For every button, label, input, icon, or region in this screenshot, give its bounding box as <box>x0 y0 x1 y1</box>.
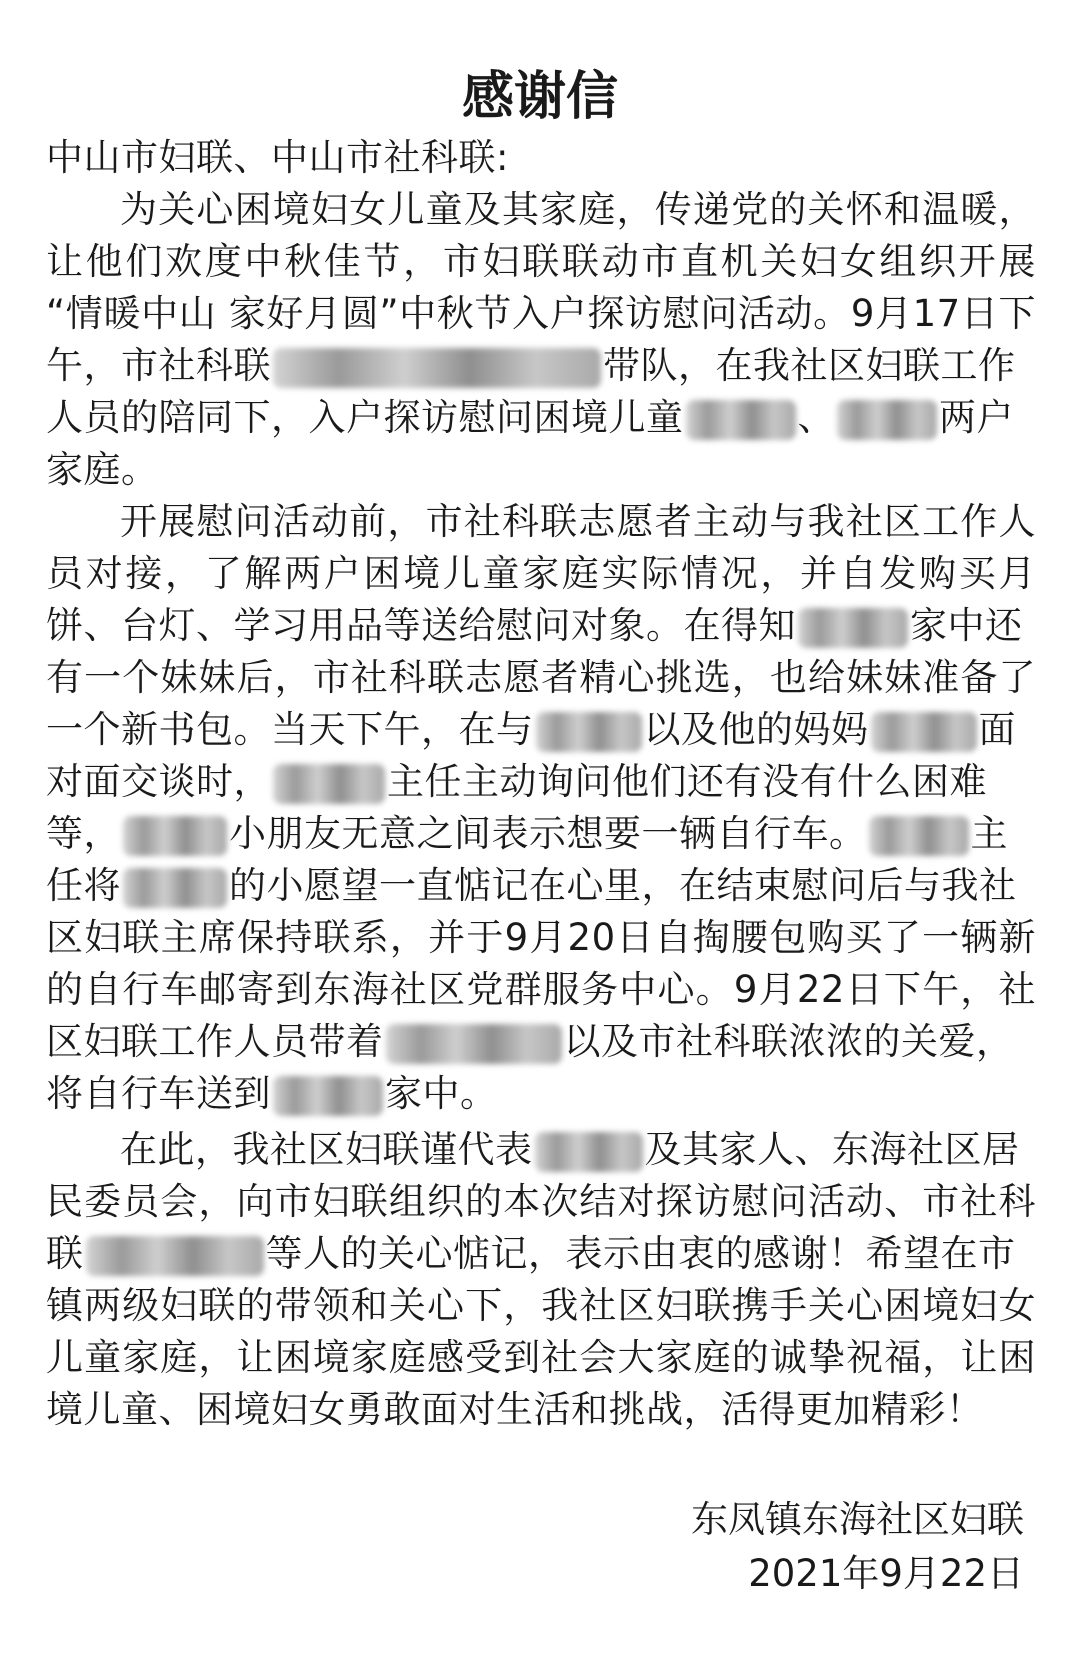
text-fragment: 一个新书包。当天下午，在与 <box>46 708 534 751</box>
text-fragment: 以及他的妈妈 <box>643 708 869 751</box>
text-fragment: 联 <box>46 1232 84 1275</box>
signature-organization: 东凤镇东海社区妇联 <box>691 1498 1024 1541</box>
paragraph-line <box>46 756 1036 808</box>
text-fragment: 以及市社科联浓浓的关爱， <box>563 1020 1014 1063</box>
paragraph-line: “情暖中山 家好月圆”中秋节入户探访慰问活动。9月17日下 <box>46 292 1036 335</box>
paragraph-line: 有一个妹妹后，市社科联志愿者精心挑选，也给妹妹准备了 <box>46 656 1036 699</box>
paragraph-line: 让他们欢度中秋佳节，市妇联联动市直机关妇女组织开展 <box>46 240 1036 283</box>
letter-title: 感谢信 <box>461 67 618 127</box>
paragraph-line <box>46 808 1036 860</box>
text-fragment: 家中还 <box>910 604 1023 647</box>
text-fragment: 小朋友无意之间表示想要一辆自行车。 <box>229 812 867 855</box>
redacted-name-blur <box>123 816 227 856</box>
text-fragment: 人员的陪同下，入户探访慰问困境儿童 <box>46 396 684 439</box>
redacted-name-blur <box>871 712 977 752</box>
text-fragment: 区妇联工作人员带着 <box>46 1020 384 1063</box>
text-fragment: 在此，我社区妇联谨代表 <box>120 1128 533 1171</box>
text-fragment: 两户 <box>939 396 1014 439</box>
paragraph-line <box>46 1124 1036 1176</box>
redacted-name-blur <box>837 400 937 440</box>
redacted-name-blur <box>869 816 969 856</box>
text-fragment: 及其家人、东海社区居 <box>644 1128 1020 1171</box>
salutation: 中山市妇联、中山市社科联: <box>46 136 509 179</box>
paragraph-line: 境儿童、困境妇女勇敢面对生活和挑战，活得更加精彩！ <box>46 1388 984 1431</box>
text-fragment: 家中。 <box>385 1072 498 1115</box>
redacted-name-blur <box>535 1132 643 1172</box>
redacted-name-blur <box>273 348 601 388</box>
text-fragment: 午，市社科联 <box>46 344 271 387</box>
text-fragment: 、 <box>797 396 835 439</box>
redacted-name-blur <box>273 1076 383 1116</box>
paragraph-line: 家庭。 <box>46 448 159 491</box>
paragraph-line: 员对接，了解两户困境儿童家庭实际情况，并自发购买月 <box>46 552 1036 595</box>
paragraph-line <box>46 392 1036 444</box>
redacted-name-blur <box>273 764 385 804</box>
redacted-name-blur <box>686 400 796 440</box>
text-fragment: 面 <box>978 708 1016 751</box>
text-fragment: 的小愿望一直惦记在心里，在结束慰问后与我社 <box>229 864 1017 907</box>
paragraph-line <box>46 1016 1036 1068</box>
text-fragment: 主 <box>970 812 1008 855</box>
redacted-name-blur <box>386 1024 562 1064</box>
paragraph-line <box>46 340 1036 392</box>
paragraph-line <box>46 600 1036 652</box>
text-fragment: 等， <box>46 812 121 855</box>
paragraph-line: 区妇联主席保持联系，并于9月20日自掏腰包购买了一辆新 <box>46 916 1036 959</box>
paragraph-line <box>46 704 1036 756</box>
paragraph-line <box>46 1228 1036 1280</box>
paragraph-line: 儿童家庭，让困境家庭感受到社会大家庭的诚挚祝福，让困 <box>46 1336 1036 1379</box>
text-fragment: 带队，在我社区妇联工作 <box>603 344 1016 387</box>
text-fragment: 主任主动询问他们还有没有什么困难 <box>387 760 987 803</box>
text-fragment: 对面交谈时， <box>46 760 271 803</box>
paragraph-line: 的自行车邮寄到东海社区党群服务中心。9月22日下午，社 <box>46 968 1036 1011</box>
paragraph-line: 民委员会，向市妇联组织的本次结对探访慰问活动、市社科 <box>46 1180 1036 1223</box>
redacted-name-blur <box>123 868 227 908</box>
signature-date: 2021年9月22日 <box>748 1552 1024 1595</box>
redacted-name-blur <box>86 1236 264 1276</box>
paragraph-line: 开展慰问活动前，市社科联志愿者主动与我社区工作人 <box>120 500 1036 543</box>
redacted-name-blur <box>536 712 642 752</box>
text-fragment: 任将 <box>46 864 121 907</box>
text-fragment: 等人的关心惦记，表示由衷的感谢！希望在市 <box>265 1232 1016 1275</box>
paragraph-line <box>46 1068 1036 1120</box>
paragraph-line: 为关心困境妇女儿童及其家庭，传递党的关怀和温暖， <box>120 188 1036 231</box>
text-fragment: 饼、台灯、学习用品等送给慰问对象。在得知 <box>46 604 796 647</box>
paragraph-line: 镇两级妇联的带领和关心下，我社区妇联携手关心困境妇女 <box>46 1284 1036 1327</box>
redacted-name-blur <box>798 608 908 648</box>
paragraph-line <box>46 860 1036 912</box>
text-fragment: 将自行车送到 <box>46 1072 271 1115</box>
